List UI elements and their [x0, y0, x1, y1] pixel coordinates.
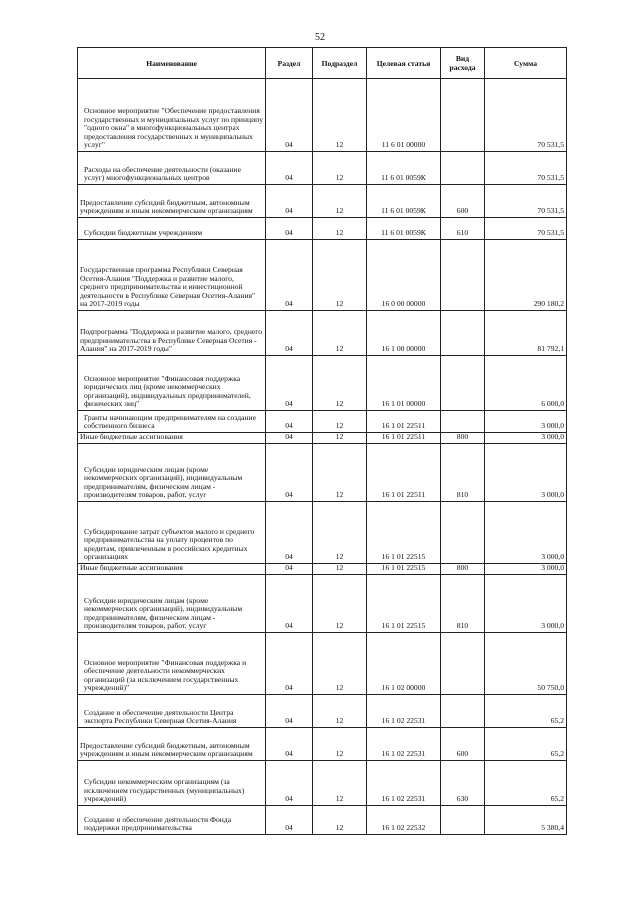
row-target-article: 16 1 01 22511: [367, 444, 441, 502]
row-expense-type: 600: [441, 185, 485, 218]
row-sum: 3 000,0: [485, 444, 567, 502]
row-sum: 70 531,5: [485, 218, 567, 240]
row-sum: 290 180,2: [485, 240, 567, 311]
table-row: [78, 218, 567, 240]
page-number: 52: [315, 32, 325, 43]
row-name: Государственная программа Республики Северная Осетия-Алания "Поддержка и развитие малого, среднего предпринимательства и инвестиционной деятельности в Республике Северная Осетия-Алания" на 2017-2019 годы: [78, 240, 266, 311]
header-sum: Сумма: [485, 48, 567, 79]
table-row: [78, 728, 567, 761]
row-section: 04: [266, 311, 313, 356]
row-subsection: 12: [313, 575, 367, 633]
row-expense-type: 810: [441, 444, 485, 502]
row-target-article: 16 1 01 22515: [367, 575, 441, 633]
row-target-article: 11 6 01 00000: [367, 79, 441, 152]
row-target-article: 16 1 01 22511: [367, 411, 441, 433]
row-sum: 65,2: [485, 695, 567, 728]
row-subsection: 12: [313, 79, 367, 152]
row-section: 04: [266, 79, 313, 152]
row-name: Предоставление субсидий бюджетным, автономным учреждениям и иным некоммерческим организациям: [78, 185, 266, 218]
table-row: [78, 761, 567, 806]
row-subsection: 12: [313, 728, 367, 761]
row-subsection: 12: [313, 240, 367, 311]
row-expense-type: [441, 411, 485, 433]
header-expense-type: Вид расхода: [441, 48, 485, 79]
row-expense-type: [441, 502, 485, 564]
row-sum: 3 000,0: [485, 411, 567, 433]
row-target-article: 16 1 00 00000: [367, 311, 441, 356]
row-subsection: 12: [313, 185, 367, 218]
row-name: Основное мероприятие "Обеспечение предоставления государственных и муниципальных услуг по принципу "одного окна" в многофункциональных центрах предоставления государственных и муниципальных услуг": [78, 79, 266, 152]
row-subsection: 12: [313, 502, 367, 564]
row-section: 04: [266, 240, 313, 311]
row-section: 04: [266, 564, 313, 575]
row-target-article: 16 1 01 22511: [367, 433, 441, 444]
row-sum: 3 000,0: [485, 502, 567, 564]
table-row: [78, 433, 567, 444]
row-target-article: 16 1 02 22531: [367, 695, 441, 728]
row-sum: 3 000,0: [485, 564, 567, 575]
row-expense-type: [441, 356, 485, 411]
row-section: 04: [266, 695, 313, 728]
table-row: [78, 356, 567, 411]
row-section: 04: [266, 433, 313, 444]
row-target-article: 11 6 01 0059К: [367, 152, 441, 185]
row-sum: 50 750,0: [485, 633, 567, 695]
row-sum: 3 000,0: [485, 575, 567, 633]
row-subsection: 12: [313, 411, 367, 433]
row-name: Субсидирование затрат субъектов малого и среднего предпринимательства на уплату процентов по кредитам, привлеченным в российских кредитных организациях: [78, 502, 266, 564]
row-subsection: 12: [313, 444, 367, 502]
row-subsection: 12: [313, 356, 367, 411]
row-expense-type: 600: [441, 728, 485, 761]
row-expense-type: [441, 633, 485, 695]
table-row: [78, 695, 567, 728]
row-target-article: 16 1 02 22531: [367, 728, 441, 761]
row-subsection: 12: [313, 433, 367, 444]
row-name: Субсидии некоммерческим организациям (за исключением государственных (муниципальных) учреждений): [78, 761, 266, 806]
row-expense-type: 610: [441, 218, 485, 240]
row-name: Подпрограмма "Поддержка и развитие малого, среднего предпринимательства в Республике Северная Осетия - Алания" на 2017-2019 годы": [78, 311, 266, 356]
row-name: Субсидии юридическим лицам (кроме некоммерческих организаций), индивидуальным предпринимателям, физическим лицам - производителям товаров, работ, услуг: [78, 444, 266, 502]
row-sum: 70 531,5: [485, 152, 567, 185]
row-name: Предоставление субсидий бюджетным, автономным учреждениям и иным некоммерческим организациям: [78, 728, 266, 761]
row-name: Субсидии бюджетным учреждениям: [78, 218, 266, 240]
row-expense-type: 800: [441, 564, 485, 575]
row-target-article: 16 0 00 00000: [367, 240, 441, 311]
table-row: [78, 444, 567, 502]
row-sum: 6 000,0: [485, 356, 567, 411]
budget-table: [77, 47, 567, 835]
row-name: Субсидии юридическим лицам (кроме некоммерческих организаций), индивидуальным предпринимателям, физическим лицам - производителям товаров, работ, услуг: [78, 575, 266, 633]
header-section: Раздел: [266, 48, 313, 79]
table-row: [78, 633, 567, 695]
table-row: [78, 311, 567, 356]
row-sum: 65,2: [485, 728, 567, 761]
row-sum: 65,2: [485, 761, 567, 806]
row-subsection: 12: [313, 218, 367, 240]
row-section: 04: [266, 575, 313, 633]
row-name: Основное мероприятие "Финансовая поддержка юридических лиц (кроме некоммерческих организаций), индивидуальных предпринимателей, физических лиц": [78, 356, 266, 411]
row-expense-type: 810: [441, 575, 485, 633]
row-section: 04: [266, 806, 313, 835]
row-sum: 70 531,5: [485, 79, 567, 152]
row-target-article: 16 1 01 22515: [367, 564, 441, 575]
row-name: Основное мероприятие "Финансовая поддержка и обеспечение деятельности некоммерческих организаций (за исключением государственных учреждений)": [78, 633, 266, 695]
row-target-article: 16 1 01 22515: [367, 502, 441, 564]
table-row: [78, 79, 567, 152]
row-target-article: 16 1 02 22531: [367, 761, 441, 806]
table-row: [78, 502, 567, 564]
row-section: 04: [266, 761, 313, 806]
row-expense-type: [441, 240, 485, 311]
row-subsection: 12: [313, 695, 367, 728]
row-section: 04: [266, 218, 313, 240]
row-sum: 81 792,1: [485, 311, 567, 356]
row-section: 04: [266, 633, 313, 695]
row-expense-type: [441, 695, 485, 728]
table-row: [78, 411, 567, 433]
row-target-article: 11 6 01 0059К: [367, 185, 441, 218]
row-section: 04: [266, 728, 313, 761]
row-expense-type: [441, 806, 485, 835]
row-expense-type: [441, 79, 485, 152]
row-section: 04: [266, 411, 313, 433]
table-row: [78, 185, 567, 218]
row-target-article: 16 1 02 00000: [367, 633, 441, 695]
row-sum: 3 000,0: [485, 433, 567, 444]
row-subsection: 12: [313, 633, 367, 695]
row-section: 04: [266, 152, 313, 185]
row-expense-type: [441, 152, 485, 185]
row-section: 04: [266, 502, 313, 564]
row-expense-type: 630: [441, 761, 485, 806]
table-row: [78, 240, 567, 311]
row-subsection: 12: [313, 806, 367, 835]
table-row: [78, 806, 567, 835]
row-subsection: 12: [313, 564, 367, 575]
table-row: [78, 575, 567, 633]
row-section: 04: [266, 356, 313, 411]
row-name: Иные бюджетные ассигнования: [78, 564, 266, 575]
row-target-article: 16 1 01 00000: [367, 356, 441, 411]
header-target-article: Целевая статья: [367, 48, 441, 79]
row-name: Создание и обеспечение деятельности Центра экспорта Республики Северная Осетия-Алания: [78, 695, 266, 728]
row-target-article: 16 1 02 22532: [367, 806, 441, 835]
row-expense-type: [441, 311, 485, 356]
header-subsection: Подраздел: [313, 48, 367, 79]
row-name: Гранты начинающим предпринимателям на создание собственного бизнеса: [78, 411, 266, 433]
row-subsection: 12: [313, 311, 367, 356]
row-section: 04: [266, 185, 313, 218]
row-expense-type: 800: [441, 433, 485, 444]
row-name: Расходы на обеспечение деятельности (оказание услуг) многофункциональных центров: [78, 152, 266, 185]
header-name: Наименование: [78, 48, 266, 79]
table-row: [78, 152, 567, 185]
row-subsection: 12: [313, 761, 367, 806]
row-sum: 70 531,5: [485, 185, 567, 218]
row-target-article: 11 6 01 0059К: [367, 218, 441, 240]
row-subsection: 12: [313, 152, 367, 185]
row-name: Создание и обеспечение деятельности Фонда поддержки предпринимательства: [78, 806, 266, 835]
row-name: Иные бюджетные ассигнования: [78, 433, 266, 444]
table-header-row: [78, 48, 567, 79]
table-row: [78, 564, 567, 575]
row-sum: 5 380,4: [485, 806, 567, 835]
row-section: 04: [266, 444, 313, 502]
